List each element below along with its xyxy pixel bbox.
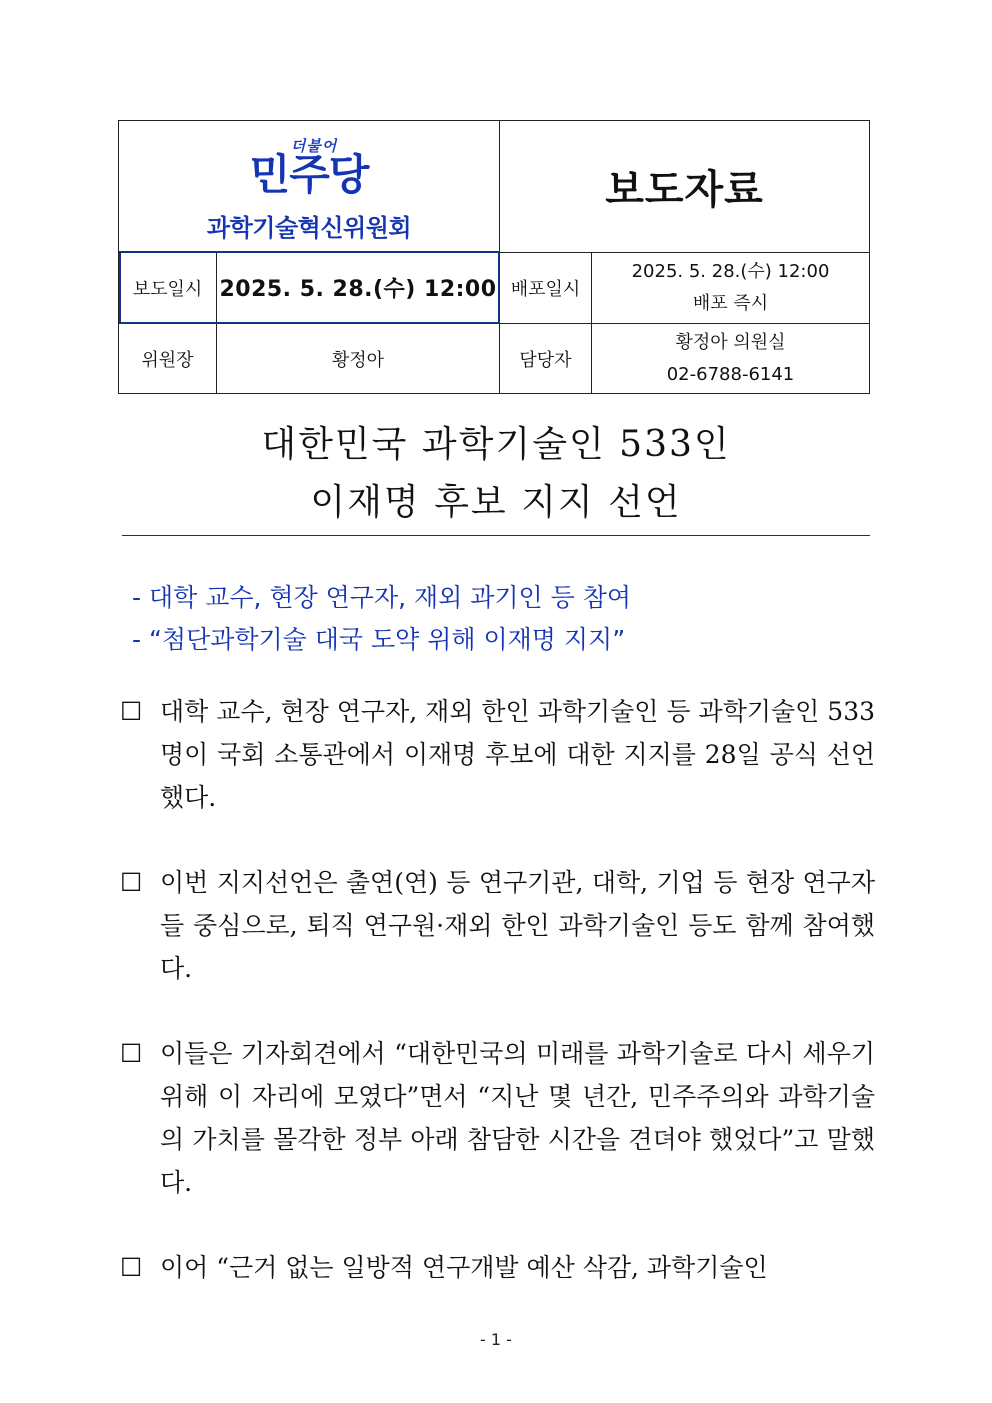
headline-line-1: 대한민국 과학기술인 533인 bbox=[261, 424, 731, 465]
distribute-date: 2025. 5. 28.(수) 12:00 bbox=[631, 260, 830, 282]
contact-label: 담당자 bbox=[519, 349, 572, 371]
title-divider bbox=[122, 535, 870, 536]
checkbox-bullet-icon: ☐ bbox=[120, 1253, 143, 1282]
paragraph-text: 이들은 기자회견에서 “대한민국의 미래를 과학기술로 다시 세우기 위해 이 자리에 모였다”면서 “지난 몇 년간, 민주주의와 과학기술의 가치를 몰각한 정부 아래 참담한 시간을 견뎌야 했었다”고 말했다. bbox=[160, 1039, 875, 1197]
distribute-date-label: 배포일시 bbox=[510, 278, 581, 300]
chair-name: 황정아 bbox=[331, 349, 385, 371]
distribute-note: 배포 즉시 bbox=[692, 292, 769, 314]
paragraph-4 bbox=[120, 1246, 875, 1289]
chair-label: 위원장 bbox=[141, 349, 194, 371]
distribute-date-value bbox=[592, 252, 869, 323]
header-table bbox=[118, 120, 870, 394]
subhead-2: - “첨단과학기술 대국 도약 위해 이재명 지지” bbox=[132, 625, 626, 654]
release-date-value: 2025. 5. 28.(수) 12:00 bbox=[219, 277, 497, 302]
paragraph-2 bbox=[120, 861, 875, 990]
page-number: - 1 - bbox=[480, 1330, 512, 1349]
paragraph-text: 대학 교수, 현장 연구자, 재외 한인 과학기술인 등 과학기술인 533명이 국회 소통관에서 이재명 후보에 대한 지지를 28일 공식 선언했다. bbox=[160, 697, 875, 812]
party-logo bbox=[119, 121, 499, 252]
document-type: 보도자료 bbox=[605, 167, 764, 213]
release-date-label: 보도일시 bbox=[132, 278, 203, 300]
paragraph-text: 이어 “근거 없는 일방적 연구개발 예산 삭감, 과학기술인 bbox=[160, 1253, 768, 1282]
subhead-1: - 대학 교수, 현장 연구자, 재외 과기인 등 참여 bbox=[132, 583, 632, 612]
checkbox-bullet-icon: ☐ bbox=[120, 868, 143, 897]
contact-phone: 02-6788-6141 bbox=[666, 363, 795, 385]
paragraph-1 bbox=[120, 690, 875, 819]
headline-line-2: 이재명 후보 지지 선언 bbox=[310, 482, 682, 523]
contact-value bbox=[592, 324, 869, 393]
logo-tagline: 더불어 bbox=[290, 136, 338, 155]
paragraph-3 bbox=[120, 1032, 875, 1204]
checkbox-bullet-icon: ☐ bbox=[120, 1039, 143, 1068]
committee-name: 과학기술혁신위원회 bbox=[206, 213, 412, 242]
checkbox-bullet-icon: ☐ bbox=[120, 697, 143, 726]
logo-party-name: 민주당 bbox=[249, 149, 369, 199]
paragraph-text: 이번 지지선언은 출연(연) 등 연구기관, 대학, 기업 등 현장 연구자들 중심으로, 퇴직 연구원·재외 한인 과학기술인 등도 함께 참여했다. bbox=[160, 868, 875, 983]
contact-office: 황정아 의원실 bbox=[675, 331, 786, 353]
